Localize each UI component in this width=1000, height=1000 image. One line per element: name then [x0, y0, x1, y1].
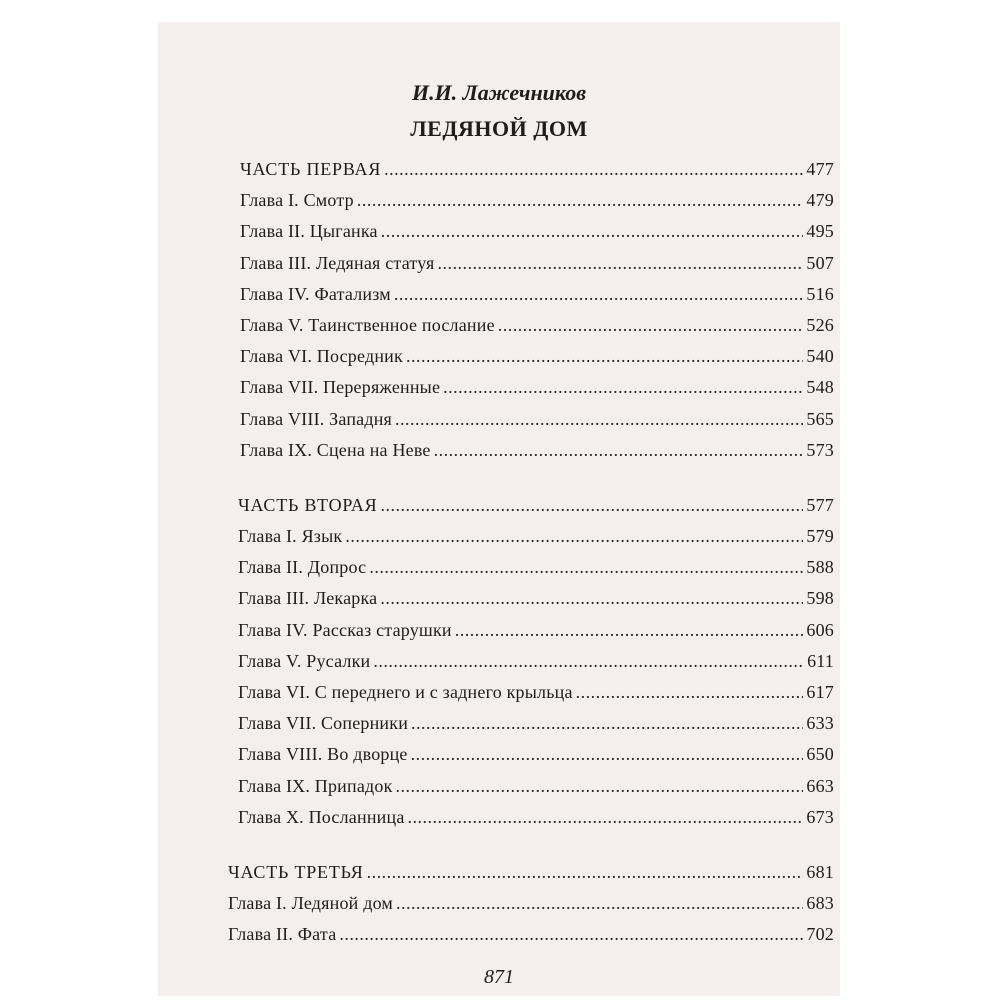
dot-leader	[434, 435, 804, 466]
dot-leader	[455, 615, 804, 646]
dot-leader	[396, 888, 803, 919]
page-number: 871	[484, 966, 514, 988]
page-ref: 650	[806, 744, 834, 765]
page-ref: 516	[806, 283, 834, 304]
chapter-label: Глава II. Цыганка	[240, 221, 378, 242]
dot-leader	[406, 341, 803, 372]
dot-leader	[380, 583, 803, 614]
toc-chapter-entry	[240, 404, 834, 435]
chapter-label: Глава VIII. Во дворце	[238, 744, 408, 765]
dot-leader	[411, 739, 804, 770]
chapter-label: Глава VII. Соперники	[238, 713, 409, 734]
author-name: И.И. Лажечников	[411, 80, 587, 105]
page-ref: 633	[806, 713, 834, 734]
chapter-label: Глава I. Язык	[238, 526, 343, 547]
chapter-label: Глава IV. Рассказ старушки	[238, 619, 452, 640]
dot-leader	[339, 919, 803, 950]
page-ref: 507	[806, 252, 834, 273]
part-label: ЧАСТЬ ВТОРАЯ	[238, 494, 378, 515]
chapter-label: Глава VII. Переряженные	[240, 377, 441, 398]
chapter-label: Глава III. Лекарка	[238, 588, 378, 609]
page-ref: 573	[806, 439, 834, 460]
page-ref: 588	[806, 557, 834, 578]
book-page	[158, 22, 840, 996]
dot-leader	[443, 372, 803, 403]
chapter-label: Глава III. Ледяная статуя	[240, 252, 435, 273]
toc-chapter-entry	[238, 521, 834, 552]
dot-leader	[576, 677, 804, 708]
chapter-label: Глава VI. Посредник	[240, 346, 403, 367]
dot-leader	[345, 521, 803, 552]
chapter-label: Глава VI. С переднего и с заднего крыльца	[238, 682, 573, 702]
dot-leader	[396, 771, 804, 802]
dot-leader	[438, 248, 804, 279]
toc-chapter-entry	[238, 739, 834, 770]
page-ref: 663	[806, 775, 834, 796]
toc-part-entry	[228, 857, 834, 888]
chapter-label: Глава VIII. Западня	[240, 408, 393, 429]
toc-section-part-two	[238, 490, 834, 833]
dot-leader	[394, 279, 804, 310]
page-ref: 598	[806, 588, 834, 609]
toc-part-entry	[240, 154, 834, 185]
toc-chapter-entry	[228, 919, 834, 950]
toc-chapter-entry	[240, 372, 834, 403]
toc-part-entry	[238, 490, 834, 521]
dot-leader	[381, 216, 804, 247]
chapter-label: Глава IX. Припадок	[238, 775, 393, 796]
toc-chapter-entry	[238, 615, 834, 646]
part-label: ЧАСТЬ ПЕРВАЯ	[240, 159, 382, 179]
page-ref: 565	[806, 408, 834, 429]
dot-leader	[367, 857, 804, 888]
page-ref: 683	[806, 893, 834, 914]
page-ref: 611	[807, 650, 834, 671]
toc-chapter-entry	[240, 248, 834, 279]
toc-chapter-entry	[240, 185, 834, 216]
chapter-label: Глава II. Фата	[228, 924, 337, 945]
chapter-label: Глава I. Ледяной дом	[228, 893, 394, 914]
dot-leader	[395, 404, 803, 435]
toc-chapter-entry	[240, 279, 834, 310]
dot-leader	[411, 708, 803, 739]
dot-leader	[373, 646, 804, 677]
chapter-label: Глава IX. Сцена на Неве	[240, 439, 431, 460]
chapter-label: Глава IV. Фатализм	[240, 283, 391, 304]
toc-chapter-entry	[238, 708, 834, 739]
section-spacer	[228, 833, 834, 857]
chapter-label: Глава II. Допрос	[238, 557, 367, 578]
toc-chapter-entry	[238, 802, 834, 833]
chapter-label: Глава X. Посланница	[238, 806, 405, 827]
dot-leader	[384, 154, 803, 185]
work-title: ЛЕДЯНОЙ ДОМ	[410, 116, 588, 141]
toc-chapter-entry	[238, 552, 834, 583]
page-ref: 540	[806, 346, 834, 367]
section-spacer	[228, 466, 834, 490]
toc-chapter-entry	[238, 677, 834, 708]
chapter-label: Глава I. Смотр	[240, 190, 354, 211]
page-ref: 548	[806, 377, 834, 398]
toc-chapter-entry	[240, 341, 834, 372]
page-ref: 577	[806, 494, 834, 515]
toc-section-part-three	[228, 857, 834, 951]
part-label: ЧАСТЬ ТРЕТЬЯ	[228, 861, 364, 882]
toc-chapter-entry	[238, 646, 834, 677]
page-ref: 579	[806, 526, 834, 547]
toc-chapter-entry	[240, 310, 834, 341]
chapter-label: Глава V. Таинственное послание	[240, 314, 495, 335]
page-ref: 495	[806, 221, 834, 242]
dot-leader	[357, 185, 804, 216]
dot-leader	[408, 802, 804, 833]
page-ref: 477	[806, 159, 834, 179]
page-ref: 526	[806, 314, 834, 335]
toc-chapter-entry	[238, 583, 834, 614]
page-ref: 673	[806, 806, 834, 827]
page-ref: 479	[806, 190, 834, 211]
dot-leader	[369, 552, 803, 583]
toc-chapter-entry	[240, 216, 834, 247]
page-ref: 617	[806, 682, 834, 702]
page-ref: 702	[806, 924, 834, 945]
dot-leader	[380, 490, 803, 521]
chapter-label: Глава V. Русалки	[238, 650, 371, 671]
toc-section-part-one	[240, 154, 834, 466]
page-ref: 681	[806, 861, 834, 882]
table-of-contents	[228, 154, 834, 951]
page-ref: 606	[806, 619, 834, 640]
toc-chapter-entry	[228, 888, 834, 919]
toc-chapter-entry	[238, 771, 834, 802]
dot-leader	[498, 310, 804, 341]
toc-chapter-entry	[240, 435, 834, 466]
